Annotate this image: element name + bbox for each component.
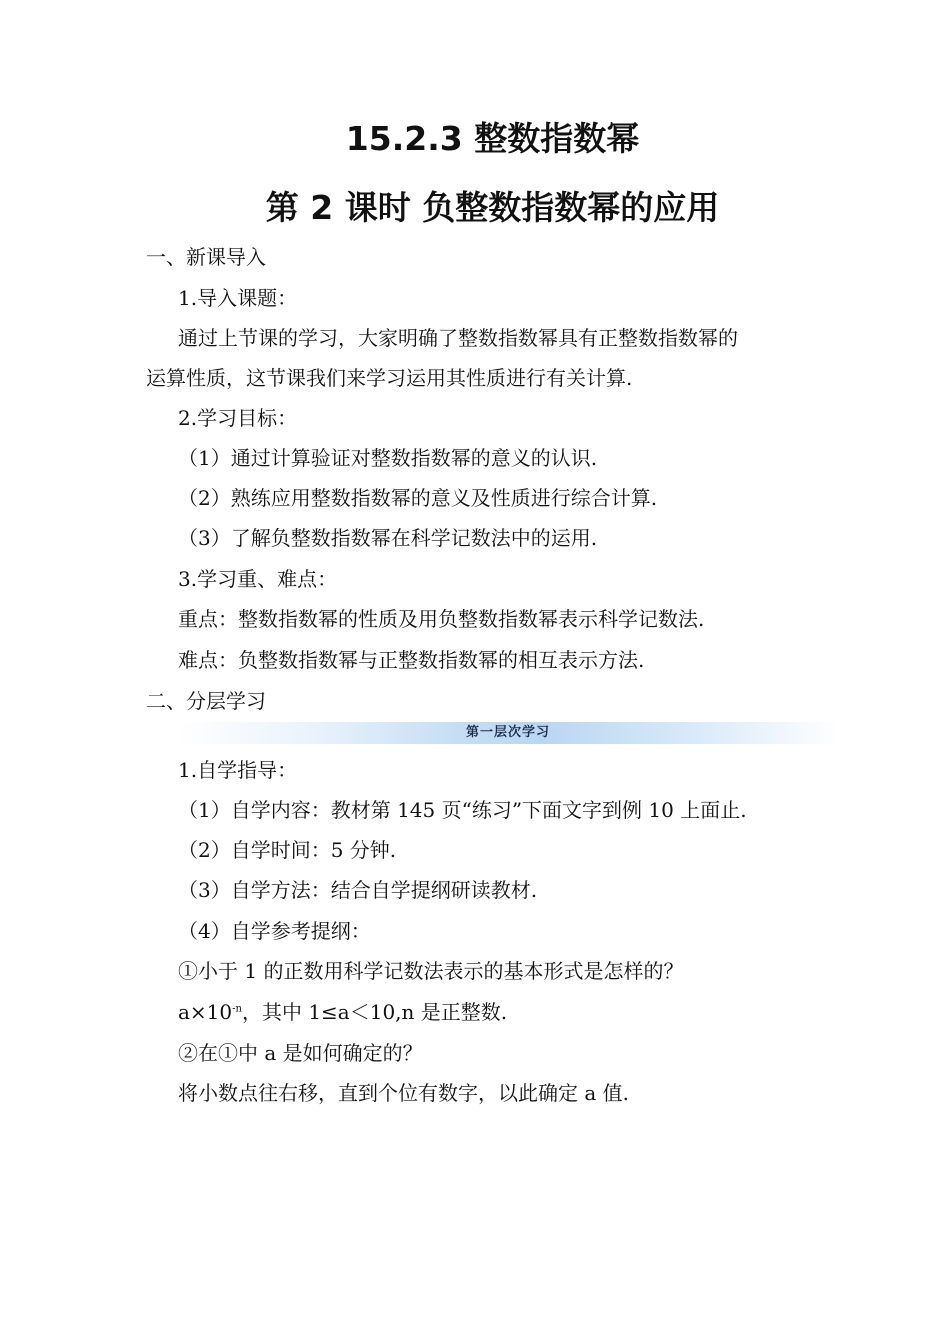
guide-item: （3）自学方法：结合自学提纲研读教材.: [178, 878, 538, 902]
difficult-point-text: 难点：负整数指数幂与正整数指数幂的相互表示方法.: [178, 648, 645, 672]
paragraph-line: 运算性质，这节课我们来学习运用其性质进行有关计算.: [146, 366, 633, 390]
document-title: 15.2.3 整数指数幂: [345, 119, 640, 158]
goal-item: （3）了解负整数指数幂在科学记数法中的运用.: [178, 526, 598, 550]
document-subtitle: 第 2 课时 负整数指数幂的应用: [265, 188, 720, 227]
answer-exponent: -n: [232, 1003, 242, 1015]
answer-item: [178, 999, 507, 1025]
answer-item: 将小数点往右移，直到个位有数字，以此确定 a 值.: [178, 1081, 629, 1105]
goal-item: （1）通过计算验证对整数指数幂的意义的认识.: [178, 446, 598, 470]
guide-item: （1）自学内容：教材第 145 页“练习”下面文字到例 10 上面止.: [178, 798, 747, 822]
question-item: ①小于 1 的正数用科学记数法表示的基本形式是怎样的？: [178, 959, 684, 983]
paragraph-line: 通过上节课的学习，大家明确了整数指数幂具有正整数指数幂的: [178, 326, 738, 350]
question-item: ②在①中 a 是如何确定的？: [178, 1041, 423, 1065]
section-heading-intro: 一、新课导入: [146, 245, 266, 269]
answer-base: a×10: [178, 1000, 233, 1024]
key-point-text: 重点：整数指数幂的性质及用负整数指数幂表示科学记数法.: [178, 607, 705, 631]
item-heading-guide: 1.自学指导：: [178, 758, 298, 782]
item-heading-topic: 1.导入课题：: [178, 286, 298, 310]
item-heading-key-points: 3.学习重、难点：: [178, 567, 338, 591]
guide-item: （2）自学时间：5 分钟.: [178, 838, 397, 862]
answer-rest: ，其中 1≤a＜10,n 是正整数.: [241, 1000, 508, 1024]
section-heading-layered: 二、分层学习: [146, 689, 266, 713]
goal-item: （2）熟练应用整数指数幂的意义及性质进行综合计算.: [178, 486, 658, 510]
level-banner-label: 第一层次学习: [466, 725, 551, 740]
item-heading-goals: 2.学习目标：: [178, 406, 298, 430]
guide-item: （4）自学参考提纲：: [178, 919, 371, 943]
